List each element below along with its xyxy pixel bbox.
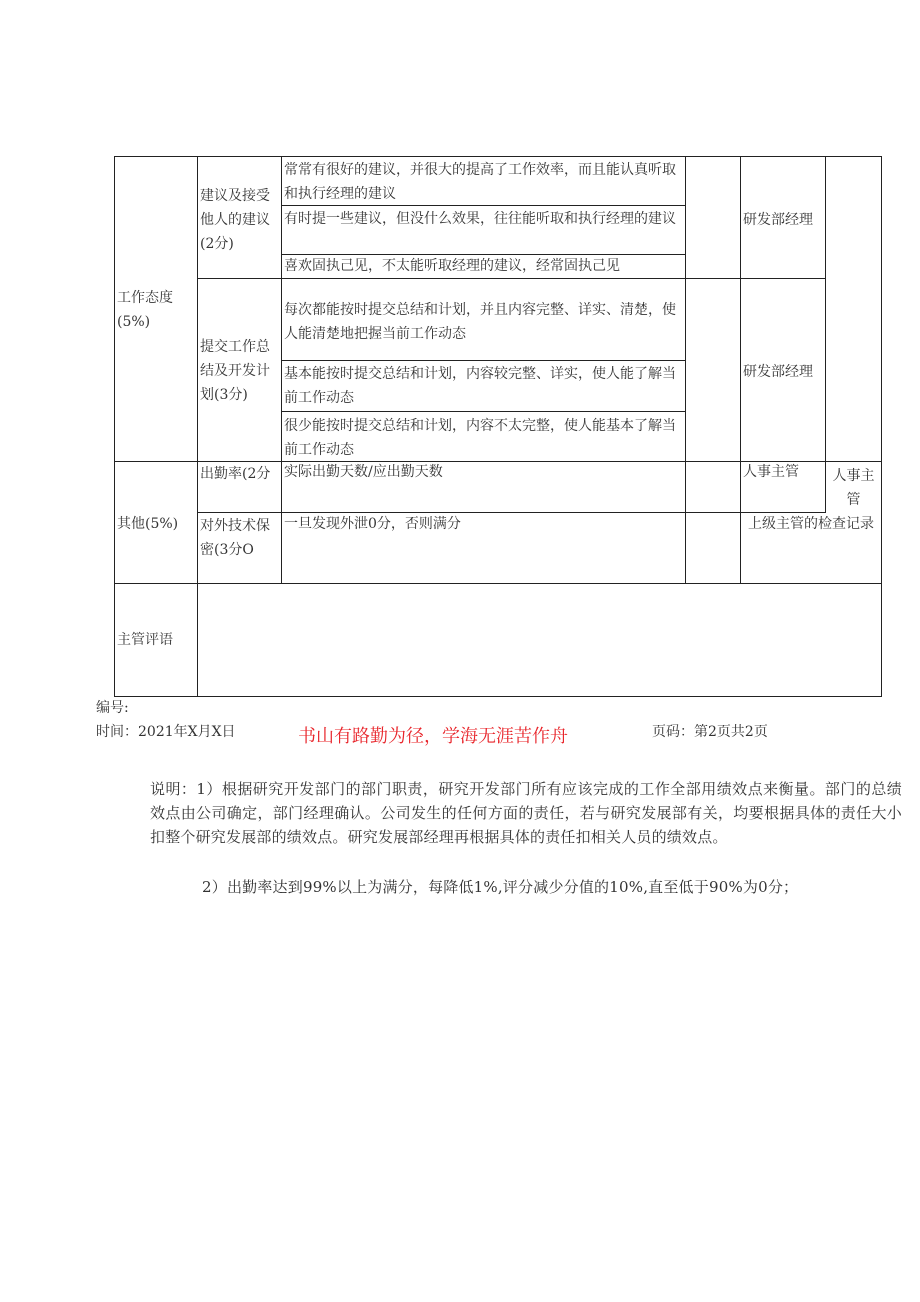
note-1: 说明：1）根据研究开发部门的部门职责，研究开发部门所有应该完成的工作全部用绩效点来衡量。部门的总绩效点由公司确定，部门经理确认。公司发生的任何方面的责任，若与研究发展部有关，均要根据具体的责任大小扣整个研究发展部的绩效点。研究发展部经理再根据具体的责任扣相关人员的绩效点。 (150, 780, 902, 846)
criteria-suggestion-3: 喜欢固执己见，不太能听取经理的建议，经常固执己见 (284, 258, 620, 274)
criteria-suggestion-2: 有时提一些建议，但没什么效果，往往能听取和执行经理的建议 (284, 211, 676, 227)
group-attitude-label: 工作态度(5%) (117, 290, 173, 330)
evaluator-suggestion: 研发部经理 (743, 212, 813, 228)
supervisor-comment-area[interactable] (198, 584, 881, 696)
criteria-summary-2: 基本能按时提交总结和计划，内容较完整、详实，使人能了解当前工作动态 (284, 366, 676, 406)
evaluator-secrecy: 上级主管的检查记录 (748, 516, 874, 532)
item-attendance: 出勤率(2分 (200, 466, 271, 482)
item-secrecy: 对外技术保密(3分O (200, 518, 270, 558)
page-number-text: 页码：第2页共2页 (652, 724, 768, 740)
slogan: 书山有路勤为径，学海无涯苦作舟 (298, 726, 568, 747)
criteria-suggestion-1: 常常有很好的建议，并很大的提高了工作效率，而且能认真听取和执行经理的建议 (284, 162, 676, 202)
extra-attendance: 人事主管 (832, 468, 875, 508)
item-summary: 提交工作总结及开发计划(3分) (200, 339, 270, 403)
supervisor-comment-label: 主管评语 (117, 632, 173, 648)
criteria-summary-1: 每次都能按时提交总结和计划，并且内容完整、详实、清楚，使人能清楚地把握当前工作动态 (284, 302, 676, 342)
criteria-attendance: 实际出勤天数/应出勤天数 (284, 464, 443, 480)
evaluator-summary: 研发部经理 (743, 364, 813, 380)
document-number-label: 编号: (96, 700, 129, 716)
criteria-summary-3: 很少能按时提交总结和计划，内容不太完整，使人能基本了解当前工作动态 (284, 418, 676, 458)
time-text: 时间：2021年X月X日 (96, 724, 236, 740)
group-other-label: 其他(5%) (117, 516, 179, 532)
note-2: 2）出勤率达到99%以上为满分，每降低1%,评分减少分值的10%,直至低于90%为0分； (202, 878, 799, 896)
item-suggestion: 建议及接受他人的建议(2分) (200, 188, 270, 252)
evaluator-attendance: 人事主管 (743, 464, 799, 480)
criteria-secrecy: 一旦发现外泄0分，否则满分 (284, 516, 461, 532)
